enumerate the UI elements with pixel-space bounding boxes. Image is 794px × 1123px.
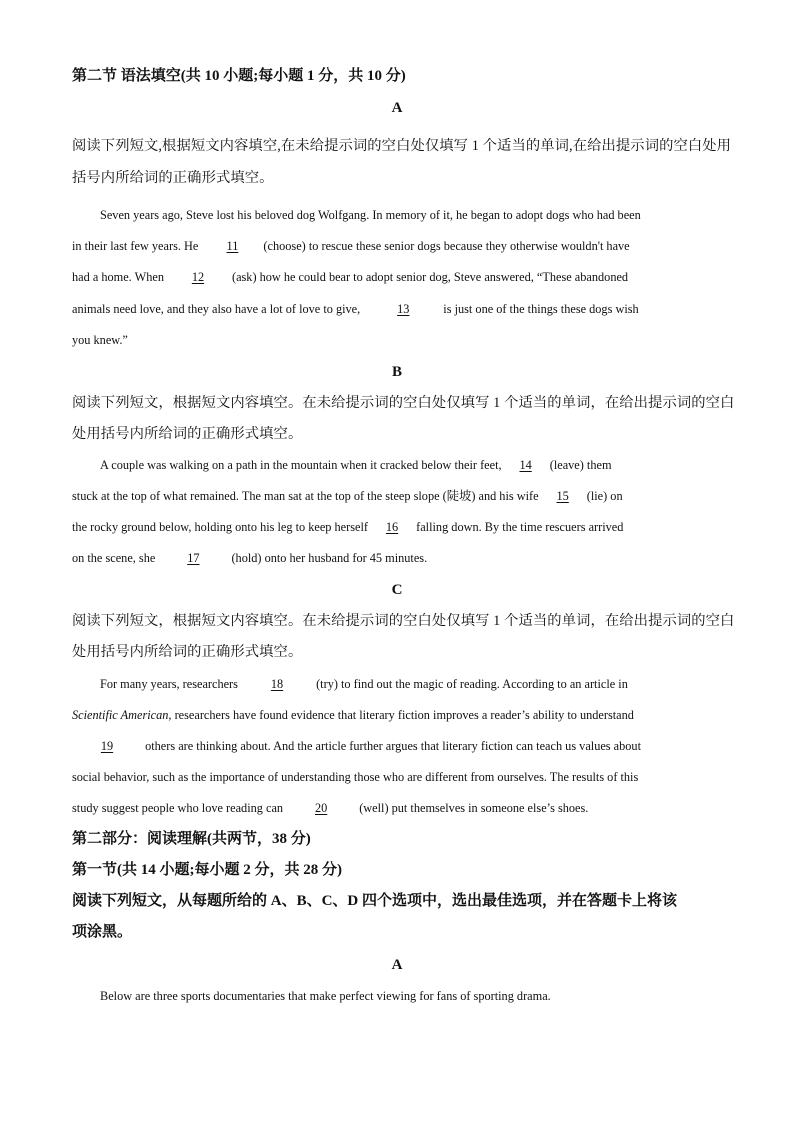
passage-c-instruction: 阅读下列短文，根据短文内容填空。在未给提示词的空白处仅填写 1 个适当的单词，在给出提示词的空白 — [72, 613, 735, 629]
blank-20[interactable]: 20 — [314, 801, 328, 815]
passage-a-line — [72, 236, 630, 256]
passage-b-instruction-cont: 处用括号内所给词的正确形式填空。 — [72, 426, 303, 442]
passage-c-instruction-cont: 处用括号内所给词的正确形式填空。 — [72, 644, 303, 660]
reading-a-label: A — [391, 957, 403, 973]
passage-a-line — [100, 205, 641, 225]
text: (leave) them — [546, 458, 612, 472]
blank-13[interactable]: 13 — [397, 302, 410, 316]
section-heading: 第一节(共 14 小题;每小题 2 分，共 28 分) — [72, 862, 342, 878]
blank-12[interactable]: 12 — [191, 270, 205, 284]
passage-a-instruction: 阅读下列短文,根据短文内容填空,在未给提示词的空白处仅填写 1 个适当的单词,在给出提示词的空白处用 — [72, 138, 732, 154]
passage-c-line — [72, 798, 588, 818]
text: study suggest people who love reading can — [72, 801, 287, 815]
part-heading: 第二部分：阅读理解(共两节，38 分) — [72, 831, 311, 847]
section-heading: 第二节 语法填空(共 10 小题;每小题 1 分，共 10 分) — [72, 68, 406, 84]
passage-a-instruction-cont: 括号内所给词的正确形式填空。 — [72, 170, 274, 186]
passage-b-label: B — [391, 364, 402, 380]
passage-a-label: A — [391, 100, 403, 116]
text: you knew.” — [72, 333, 128, 347]
blank-15[interactable]: 15 — [556, 489, 569, 503]
text: Seven years ago, Steve lost his beloved dog Wolfgang. In memory of it, he began to adopt dogs who had been — [100, 208, 641, 222]
text: , researchers have found evidence that literary fiction improves a reader’s ability to understand — [168, 708, 634, 722]
passage-b-instruction: 阅读下列短文，根据短文内容填空。在未给提示词的空白处仅填写 1 个适当的单词，在给出提示词的空白 — [72, 395, 735, 411]
text: For many years, researchers — [100, 677, 242, 691]
text: social behavior, such as the importance of understanding those who are different from ourselves. The results of this — [72, 770, 639, 784]
text: had a home. When — [72, 270, 164, 284]
text: is just one of the things these dogs wish — [443, 302, 639, 316]
text: (lie) on — [583, 489, 623, 503]
text: animals need love, and they also have a lot of love to give, — [72, 302, 364, 316]
passage-a-line — [72, 267, 628, 287]
passage-c-line — [72, 705, 634, 725]
text: A couple was walking on a path in the mountain when it cracked below their feet, — [100, 458, 505, 472]
text: (hold) onto her husband for 45 minutes. — [228, 551, 428, 565]
blank-14[interactable]: 14 — [519, 458, 532, 472]
blank-16[interactable]: 16 — [385, 520, 399, 534]
passage-c-line — [72, 736, 641, 756]
passage-a-line — [72, 299, 639, 319]
blank-11[interactable]: 11 — [226, 239, 239, 253]
passage-a-line — [72, 330, 128, 350]
passage-b-line — [72, 548, 427, 568]
text: in their last few years. He — [72, 239, 202, 253]
text: (well) put themselves in someone else’s shoes. — [356, 801, 589, 815]
journal-title: Scientific American — [72, 708, 169, 722]
passage-c-line — [72, 767, 638, 787]
reading-a-intro: Below are three sports documentaries that make perfect viewing for fans of sporting drama. — [100, 989, 551, 1003]
text: (choose) to rescue these senior dogs because they otherwise wouldn't have — [263, 239, 630, 253]
passage-c-line — [100, 674, 628, 694]
passage-c-label: C — [391, 582, 403, 598]
passage-b-line — [72, 517, 623, 537]
text: falling down. By the time rescuers arrived — [413, 520, 624, 534]
blank-18[interactable]: 18 — [270, 677, 284, 691]
text: stuck at the top of what remained. The man sat at the top of the steep slope (陡坡) and his wife — [72, 489, 542, 503]
text: others are thinking about. And the article further argues that literary fiction can teach us values about — [142, 739, 641, 753]
passage-b-line — [72, 486, 623, 506]
reading-instruction-cont: 项涂黑。 — [72, 924, 133, 940]
blank-17[interactable]: 17 — [187, 551, 200, 565]
text: on the scene, she — [72, 551, 159, 565]
text: (try) to find out the magic of reading. According to an article in — [313, 677, 628, 691]
blank-19[interactable]: 19 — [100, 739, 114, 753]
passage-b-line — [100, 455, 612, 475]
text: (ask) how he could bear to adopt senior dog, Steve answered, “These abandoned — [231, 270, 629, 284]
text: the rocky ground below, holding onto his leg to keep herself — [72, 520, 372, 534]
reading-instruction: 阅读下列短文，从每题所给的 A、B、C、D 四个选项中，选出最佳选项，并在答题卡上将该 — [72, 893, 678, 909]
